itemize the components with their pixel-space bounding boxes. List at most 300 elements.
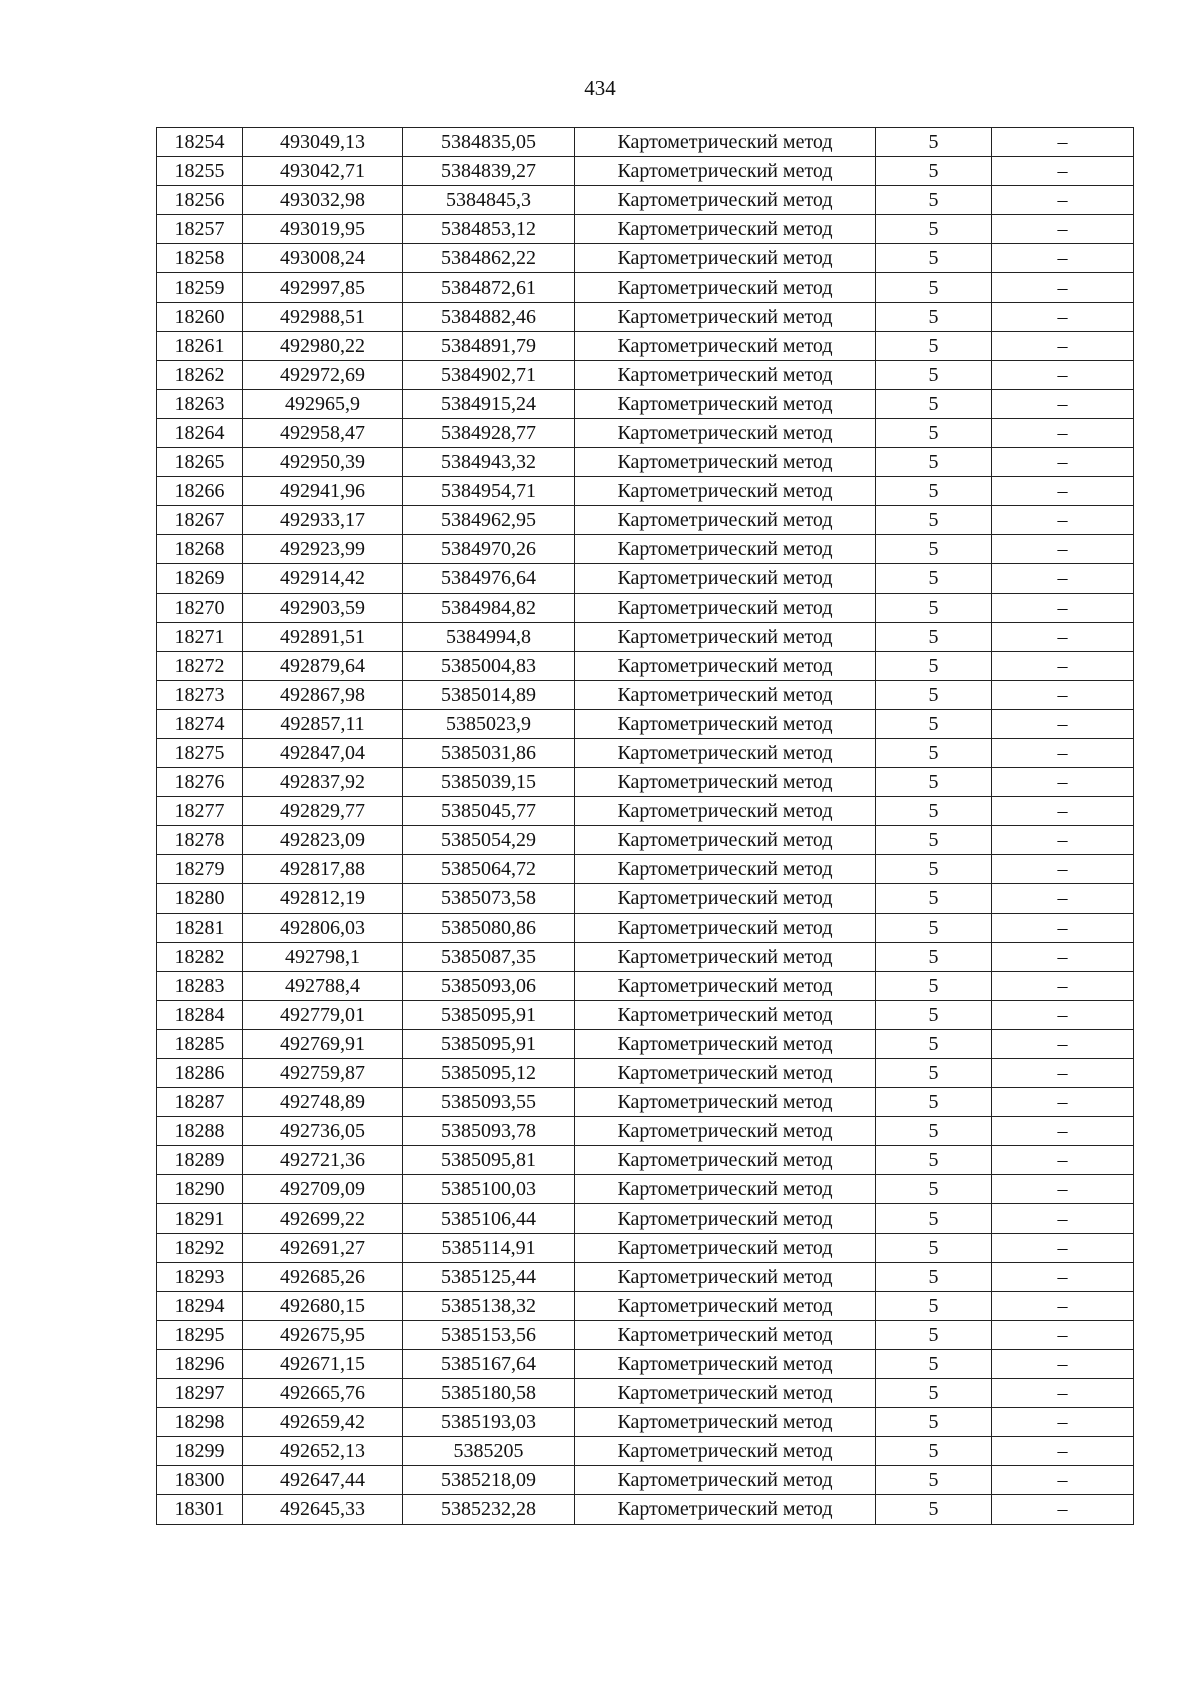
table-row — [157, 797, 1134, 826]
point-number-cell: 18299 — [157, 1437, 243, 1466]
point-number-cell: 18261 — [157, 331, 243, 360]
description-cell: – — [992, 331, 1134, 360]
accuracy-cell: 5 — [876, 1146, 992, 1175]
point-number-cell: 18275 — [157, 738, 243, 767]
method-cell: Картометрический метод — [575, 855, 876, 884]
x-coordinate-cell: 493042,71 — [243, 157, 403, 186]
y-coordinate-cell: 5385064,72 — [403, 855, 575, 884]
description-cell: – — [992, 855, 1134, 884]
y-coordinate-cell: 5384962,95 — [403, 506, 575, 535]
accuracy-cell: 5 — [876, 1262, 992, 1291]
x-coordinate-cell: 492837,92 — [243, 768, 403, 797]
method-cell: Картометрический метод — [575, 273, 876, 302]
y-coordinate-cell: 5384970,26 — [403, 535, 575, 564]
point-number-cell: 18276 — [157, 768, 243, 797]
table-row — [157, 622, 1134, 651]
accuracy-cell: 5 — [876, 593, 992, 622]
x-coordinate-cell: 493032,98 — [243, 186, 403, 215]
y-coordinate-cell: 5384976,64 — [403, 564, 575, 593]
x-coordinate-cell: 492665,76 — [243, 1379, 403, 1408]
description-cell: – — [992, 535, 1134, 564]
y-coordinate-cell: 5385095,12 — [403, 1059, 575, 1088]
y-coordinate-cell: 5385093,06 — [403, 971, 575, 1000]
method-cell: Картометрический метод — [575, 186, 876, 215]
accuracy-cell: 5 — [876, 768, 992, 797]
method-cell: Картометрический метод — [575, 1466, 876, 1495]
description-cell: – — [992, 506, 1134, 535]
y-coordinate-cell: 5385095,81 — [403, 1146, 575, 1175]
y-coordinate-cell: 5385004,83 — [403, 651, 575, 680]
table-row — [157, 1175, 1134, 1204]
point-number-cell: 18297 — [157, 1379, 243, 1408]
method-cell: Картометрический метод — [575, 331, 876, 360]
description-cell: – — [992, 418, 1134, 447]
accuracy-cell: 5 — [876, 826, 992, 855]
method-cell: Картометрический метод — [575, 448, 876, 477]
method-cell: Картометрический метод — [575, 128, 876, 157]
accuracy-cell: 5 — [876, 535, 992, 564]
table-row — [157, 418, 1134, 447]
y-coordinate-cell: 5384928,77 — [403, 418, 575, 447]
point-number-cell: 18264 — [157, 418, 243, 447]
table-row — [157, 1059, 1134, 1088]
point-number-cell: 18300 — [157, 1466, 243, 1495]
accuracy-cell: 5 — [876, 971, 992, 1000]
table-row — [157, 1146, 1134, 1175]
accuracy-cell: 5 — [876, 1117, 992, 1146]
accuracy-cell: 5 — [876, 1088, 992, 1117]
description-cell: – — [992, 1146, 1134, 1175]
description-cell: – — [992, 593, 1134, 622]
x-coordinate-cell: 492847,04 — [243, 738, 403, 767]
table-row — [157, 1408, 1134, 1437]
y-coordinate-cell: 5384882,46 — [403, 302, 575, 331]
description-cell: – — [992, 680, 1134, 709]
accuracy-cell: 5 — [876, 448, 992, 477]
method-cell: Картометрический метод — [575, 826, 876, 855]
method-cell: Картометрический метод — [575, 680, 876, 709]
method-cell: Картометрический метод — [575, 651, 876, 680]
coordinates-table — [156, 127, 1134, 1525]
y-coordinate-cell: 5384835,05 — [403, 128, 575, 157]
y-coordinate-cell: 5384915,24 — [403, 389, 575, 418]
y-coordinate-cell: 5385073,58 — [403, 884, 575, 913]
x-coordinate-cell: 492857,11 — [243, 709, 403, 738]
y-coordinate-cell: 5385093,55 — [403, 1088, 575, 1117]
x-coordinate-cell: 492950,39 — [243, 448, 403, 477]
description-cell: – — [992, 273, 1134, 302]
description-cell: – — [992, 244, 1134, 273]
y-coordinate-cell: 5384954,71 — [403, 477, 575, 506]
table-row — [157, 331, 1134, 360]
point-number-cell: 18284 — [157, 1000, 243, 1029]
point-number-cell: 18258 — [157, 244, 243, 273]
y-coordinate-cell: 5385080,86 — [403, 913, 575, 942]
description-cell: – — [992, 477, 1134, 506]
table-row — [157, 1291, 1134, 1320]
description-cell: – — [992, 709, 1134, 738]
method-cell: Картометрический метод — [575, 593, 876, 622]
accuracy-cell: 5 — [876, 215, 992, 244]
method-cell: Картометрический метод — [575, 1349, 876, 1378]
description-cell: – — [992, 826, 1134, 855]
description-cell: – — [992, 1262, 1134, 1291]
accuracy-cell: 5 — [876, 302, 992, 331]
accuracy-cell: 5 — [876, 680, 992, 709]
table-row — [157, 1495, 1134, 1524]
y-coordinate-cell: 5385180,58 — [403, 1379, 575, 1408]
table-row — [157, 389, 1134, 418]
y-coordinate-cell: 5385054,29 — [403, 826, 575, 855]
accuracy-cell: 5 — [876, 1233, 992, 1262]
x-coordinate-cell: 492980,22 — [243, 331, 403, 360]
method-cell: Картометрический метод — [575, 1262, 876, 1291]
table-row — [157, 1466, 1134, 1495]
table-row — [157, 884, 1134, 913]
table-row — [157, 1379, 1134, 1408]
table-row — [157, 651, 1134, 680]
method-cell: Картометрический метод — [575, 1495, 876, 1524]
description-cell: – — [992, 360, 1134, 389]
accuracy-cell: 5 — [876, 1349, 992, 1378]
method-cell: Картометрический метод — [575, 215, 876, 244]
y-coordinate-cell: 5385232,28 — [403, 1495, 575, 1524]
table-row — [157, 680, 1134, 709]
accuracy-cell: 5 — [876, 1000, 992, 1029]
point-number-cell: 18260 — [157, 302, 243, 331]
accuracy-cell: 5 — [876, 506, 992, 535]
method-cell: Картометрический метод — [575, 1233, 876, 1262]
y-coordinate-cell: 5385106,44 — [403, 1204, 575, 1233]
y-coordinate-cell: 5385087,35 — [403, 942, 575, 971]
table-row — [157, 942, 1134, 971]
x-coordinate-cell: 492798,1 — [243, 942, 403, 971]
point-number-cell: 18280 — [157, 884, 243, 913]
x-coordinate-cell: 492988,51 — [243, 302, 403, 331]
y-coordinate-cell: 5385114,91 — [403, 1233, 575, 1262]
accuracy-cell: 5 — [876, 1437, 992, 1466]
accuracy-cell: 5 — [876, 884, 992, 913]
point-number-cell: 18272 — [157, 651, 243, 680]
x-coordinate-cell: 492914,42 — [243, 564, 403, 593]
x-coordinate-cell: 492965,9 — [243, 389, 403, 418]
point-number-cell: 18287 — [157, 1088, 243, 1117]
y-coordinate-cell: 5385031,86 — [403, 738, 575, 767]
method-cell: Картометрический метод — [575, 302, 876, 331]
x-coordinate-cell: 492903,59 — [243, 593, 403, 622]
accuracy-cell: 5 — [876, 477, 992, 506]
x-coordinate-cell: 492659,42 — [243, 1408, 403, 1437]
table-row — [157, 215, 1134, 244]
x-coordinate-cell: 492699,22 — [243, 1204, 403, 1233]
table-row — [157, 448, 1134, 477]
description-cell: – — [992, 651, 1134, 680]
description-cell: – — [992, 1349, 1134, 1378]
description-cell: – — [992, 128, 1134, 157]
x-coordinate-cell: 492891,51 — [243, 622, 403, 651]
x-coordinate-cell: 492972,69 — [243, 360, 403, 389]
point-number-cell: 18270 — [157, 593, 243, 622]
y-coordinate-cell: 5385193,03 — [403, 1408, 575, 1437]
method-cell: Картометрический метод — [575, 1204, 876, 1233]
description-cell: – — [992, 738, 1134, 767]
page-number: 434 — [584, 76, 616, 100]
table-row — [157, 302, 1134, 331]
y-coordinate-cell: 5384943,32 — [403, 448, 575, 477]
x-coordinate-cell: 492788,4 — [243, 971, 403, 1000]
point-number-cell: 18288 — [157, 1117, 243, 1146]
x-coordinate-cell: 492721,36 — [243, 1146, 403, 1175]
method-cell: Картометрический метод — [575, 244, 876, 273]
point-number-cell: 18263 — [157, 389, 243, 418]
y-coordinate-cell: 5384902,71 — [403, 360, 575, 389]
x-coordinate-cell: 492691,27 — [243, 1233, 403, 1262]
accuracy-cell: 5 — [876, 418, 992, 447]
table-body — [157, 128, 1134, 1525]
table-row — [157, 1320, 1134, 1349]
x-coordinate-cell: 492759,87 — [243, 1059, 403, 1088]
y-coordinate-cell: 5385138,32 — [403, 1291, 575, 1320]
method-cell: Картометрический метод — [575, 477, 876, 506]
method-cell: Картометрический метод — [575, 360, 876, 389]
x-coordinate-cell: 493019,95 — [243, 215, 403, 244]
accuracy-cell: 5 — [876, 1495, 992, 1524]
description-cell: – — [992, 1495, 1134, 1524]
method-cell: Картометрический метод — [575, 1437, 876, 1466]
method-cell: Картометрический метод — [575, 797, 876, 826]
y-coordinate-cell: 5385023,9 — [403, 709, 575, 738]
point-number-cell: 18269 — [157, 564, 243, 593]
accuracy-cell: 5 — [876, 797, 992, 826]
point-number-cell: 18274 — [157, 709, 243, 738]
description-cell: – — [992, 768, 1134, 797]
y-coordinate-cell: 5385014,89 — [403, 680, 575, 709]
description-cell: – — [992, 215, 1134, 244]
x-coordinate-cell: 492652,13 — [243, 1437, 403, 1466]
point-number-cell: 18257 — [157, 215, 243, 244]
x-coordinate-cell: 492769,91 — [243, 1029, 403, 1058]
table-row — [157, 1117, 1134, 1146]
description-cell: – — [992, 389, 1134, 418]
y-coordinate-cell: 5385153,56 — [403, 1320, 575, 1349]
accuracy-cell: 5 — [876, 738, 992, 767]
y-coordinate-cell: 5385125,44 — [403, 1262, 575, 1291]
method-cell: Картометрический метод — [575, 1379, 876, 1408]
point-number-cell: 18295 — [157, 1320, 243, 1349]
description-cell: – — [992, 1408, 1134, 1437]
y-coordinate-cell: 5384891,79 — [403, 331, 575, 360]
description-cell: – — [992, 913, 1134, 942]
description-cell: – — [992, 186, 1134, 215]
y-coordinate-cell: 5385205 — [403, 1437, 575, 1466]
x-coordinate-cell: 492997,85 — [243, 273, 403, 302]
x-coordinate-cell: 492647,44 — [243, 1466, 403, 1495]
description-cell: – — [992, 1059, 1134, 1088]
accuracy-cell: 5 — [876, 1204, 992, 1233]
x-coordinate-cell: 492685,26 — [243, 1262, 403, 1291]
table-row — [157, 768, 1134, 797]
method-cell: Картометрический метод — [575, 1408, 876, 1437]
x-coordinate-cell: 492823,09 — [243, 826, 403, 855]
description-cell: – — [992, 448, 1134, 477]
description-cell: – — [992, 564, 1134, 593]
point-number-cell: 18296 — [157, 1349, 243, 1378]
method-cell: Картометрический метод — [575, 389, 876, 418]
table-row — [157, 1349, 1134, 1378]
x-coordinate-cell: 492736,05 — [243, 1117, 403, 1146]
point-number-cell: 18259 — [157, 273, 243, 302]
method-cell: Картометрический метод — [575, 1029, 876, 1058]
table-row — [157, 593, 1134, 622]
point-number-cell: 18283 — [157, 971, 243, 1000]
accuracy-cell: 5 — [876, 651, 992, 680]
method-cell: Картометрический метод — [575, 738, 876, 767]
point-number-cell: 18255 — [157, 157, 243, 186]
accuracy-cell: 5 — [876, 1059, 992, 1088]
accuracy-cell: 5 — [876, 1379, 992, 1408]
point-number-cell: 18286 — [157, 1059, 243, 1088]
table-row — [157, 971, 1134, 1000]
x-coordinate-cell: 492958,47 — [243, 418, 403, 447]
x-coordinate-cell: 492709,09 — [243, 1175, 403, 1204]
table-row — [157, 564, 1134, 593]
description-cell: – — [992, 1233, 1134, 1262]
description-cell: – — [992, 942, 1134, 971]
y-coordinate-cell: 5384839,27 — [403, 157, 575, 186]
y-coordinate-cell: 5384862,22 — [403, 244, 575, 273]
point-number-cell: 18292 — [157, 1233, 243, 1262]
point-number-cell: 18256 — [157, 186, 243, 215]
y-coordinate-cell: 5385167,64 — [403, 1349, 575, 1378]
method-cell: Картометрический метод — [575, 913, 876, 942]
x-coordinate-cell: 492675,95 — [243, 1320, 403, 1349]
point-number-cell: 18277 — [157, 797, 243, 826]
table-row — [157, 506, 1134, 535]
method-cell: Картометрический метод — [575, 506, 876, 535]
table-row — [157, 244, 1134, 273]
method-cell: Картометрический метод — [575, 535, 876, 564]
description-cell: – — [992, 1117, 1134, 1146]
method-cell: Картометрический метод — [575, 622, 876, 651]
method-cell: Картометрический метод — [575, 564, 876, 593]
method-cell: Картометрический метод — [575, 768, 876, 797]
accuracy-cell: 5 — [876, 360, 992, 389]
point-number-cell: 18301 — [157, 1495, 243, 1524]
table-row — [157, 1437, 1134, 1466]
accuracy-cell: 5 — [876, 157, 992, 186]
method-cell: Картометрический метод — [575, 1059, 876, 1088]
y-coordinate-cell: 5384984,82 — [403, 593, 575, 622]
x-coordinate-cell: 492806,03 — [243, 913, 403, 942]
x-coordinate-cell: 492867,98 — [243, 680, 403, 709]
x-coordinate-cell: 493008,24 — [243, 244, 403, 273]
description-cell: – — [992, 971, 1134, 1000]
y-coordinate-cell: 5384994,8 — [403, 622, 575, 651]
description-cell: – — [992, 1029, 1134, 1058]
description-cell: – — [992, 1291, 1134, 1320]
accuracy-cell: 5 — [876, 855, 992, 884]
accuracy-cell: 5 — [876, 1466, 992, 1495]
x-coordinate-cell: 492812,19 — [243, 884, 403, 913]
table-row — [157, 1204, 1134, 1233]
table-row — [157, 535, 1134, 564]
x-coordinate-cell: 492748,89 — [243, 1088, 403, 1117]
y-coordinate-cell: 5385095,91 — [403, 1029, 575, 1058]
method-cell: Картометрический метод — [575, 1320, 876, 1349]
y-coordinate-cell: 5385100,03 — [403, 1175, 575, 1204]
description-cell: – — [992, 1088, 1134, 1117]
accuracy-cell: 5 — [876, 709, 992, 738]
method-cell: Картометрический метод — [575, 1291, 876, 1320]
y-coordinate-cell: 5384853,12 — [403, 215, 575, 244]
point-number-cell: 18254 — [157, 128, 243, 157]
accuracy-cell: 5 — [876, 1408, 992, 1437]
point-number-cell: 18279 — [157, 855, 243, 884]
x-coordinate-cell: 492779,01 — [243, 1000, 403, 1029]
accuracy-cell: 5 — [876, 331, 992, 360]
point-number-cell: 18289 — [157, 1146, 243, 1175]
point-number-cell: 18268 — [157, 535, 243, 564]
method-cell: Картометрический метод — [575, 709, 876, 738]
table-row — [157, 477, 1134, 506]
accuracy-cell: 5 — [876, 389, 992, 418]
method-cell: Картометрический метод — [575, 157, 876, 186]
y-coordinate-cell: 5385093,78 — [403, 1117, 575, 1146]
table-row — [157, 1262, 1134, 1291]
accuracy-cell: 5 — [876, 1029, 992, 1058]
method-cell: Картометрический метод — [575, 1088, 876, 1117]
accuracy-cell: 5 — [876, 564, 992, 593]
table-row — [157, 855, 1134, 884]
description-cell: – — [992, 1000, 1134, 1029]
method-cell: Картометрический метод — [575, 418, 876, 447]
point-number-cell: 18267 — [157, 506, 243, 535]
point-number-cell: 18266 — [157, 477, 243, 506]
point-number-cell: 18294 — [157, 1291, 243, 1320]
point-number-cell: 18273 — [157, 680, 243, 709]
x-coordinate-cell: 492923,99 — [243, 535, 403, 564]
x-coordinate-cell: 492941,96 — [243, 477, 403, 506]
x-coordinate-cell: 492645,33 — [243, 1495, 403, 1524]
table-row — [157, 1029, 1134, 1058]
description-cell: – — [992, 1437, 1134, 1466]
y-coordinate-cell: 5385039,15 — [403, 768, 575, 797]
accuracy-cell: 5 — [876, 273, 992, 302]
y-coordinate-cell: 5384872,61 — [403, 273, 575, 302]
accuracy-cell: 5 — [876, 128, 992, 157]
table-row — [157, 360, 1134, 389]
table-row — [157, 273, 1134, 302]
accuracy-cell: 5 — [876, 622, 992, 651]
accuracy-cell: 5 — [876, 1291, 992, 1320]
point-number-cell: 18265 — [157, 448, 243, 477]
table-row — [157, 157, 1134, 186]
description-cell: – — [992, 1379, 1134, 1408]
point-number-cell: 18290 — [157, 1175, 243, 1204]
x-coordinate-cell: 492671,15 — [243, 1349, 403, 1378]
table-row — [157, 913, 1134, 942]
accuracy-cell: 5 — [876, 186, 992, 215]
description-cell: – — [992, 622, 1134, 651]
description-cell: – — [992, 1466, 1134, 1495]
point-number-cell: 18262 — [157, 360, 243, 389]
x-coordinate-cell: 492829,77 — [243, 797, 403, 826]
table-row — [157, 1088, 1134, 1117]
point-number-cell: 18298 — [157, 1408, 243, 1437]
method-cell: Картометрический метод — [575, 1117, 876, 1146]
accuracy-cell: 5 — [876, 913, 992, 942]
y-coordinate-cell: 5384845,3 — [403, 186, 575, 215]
